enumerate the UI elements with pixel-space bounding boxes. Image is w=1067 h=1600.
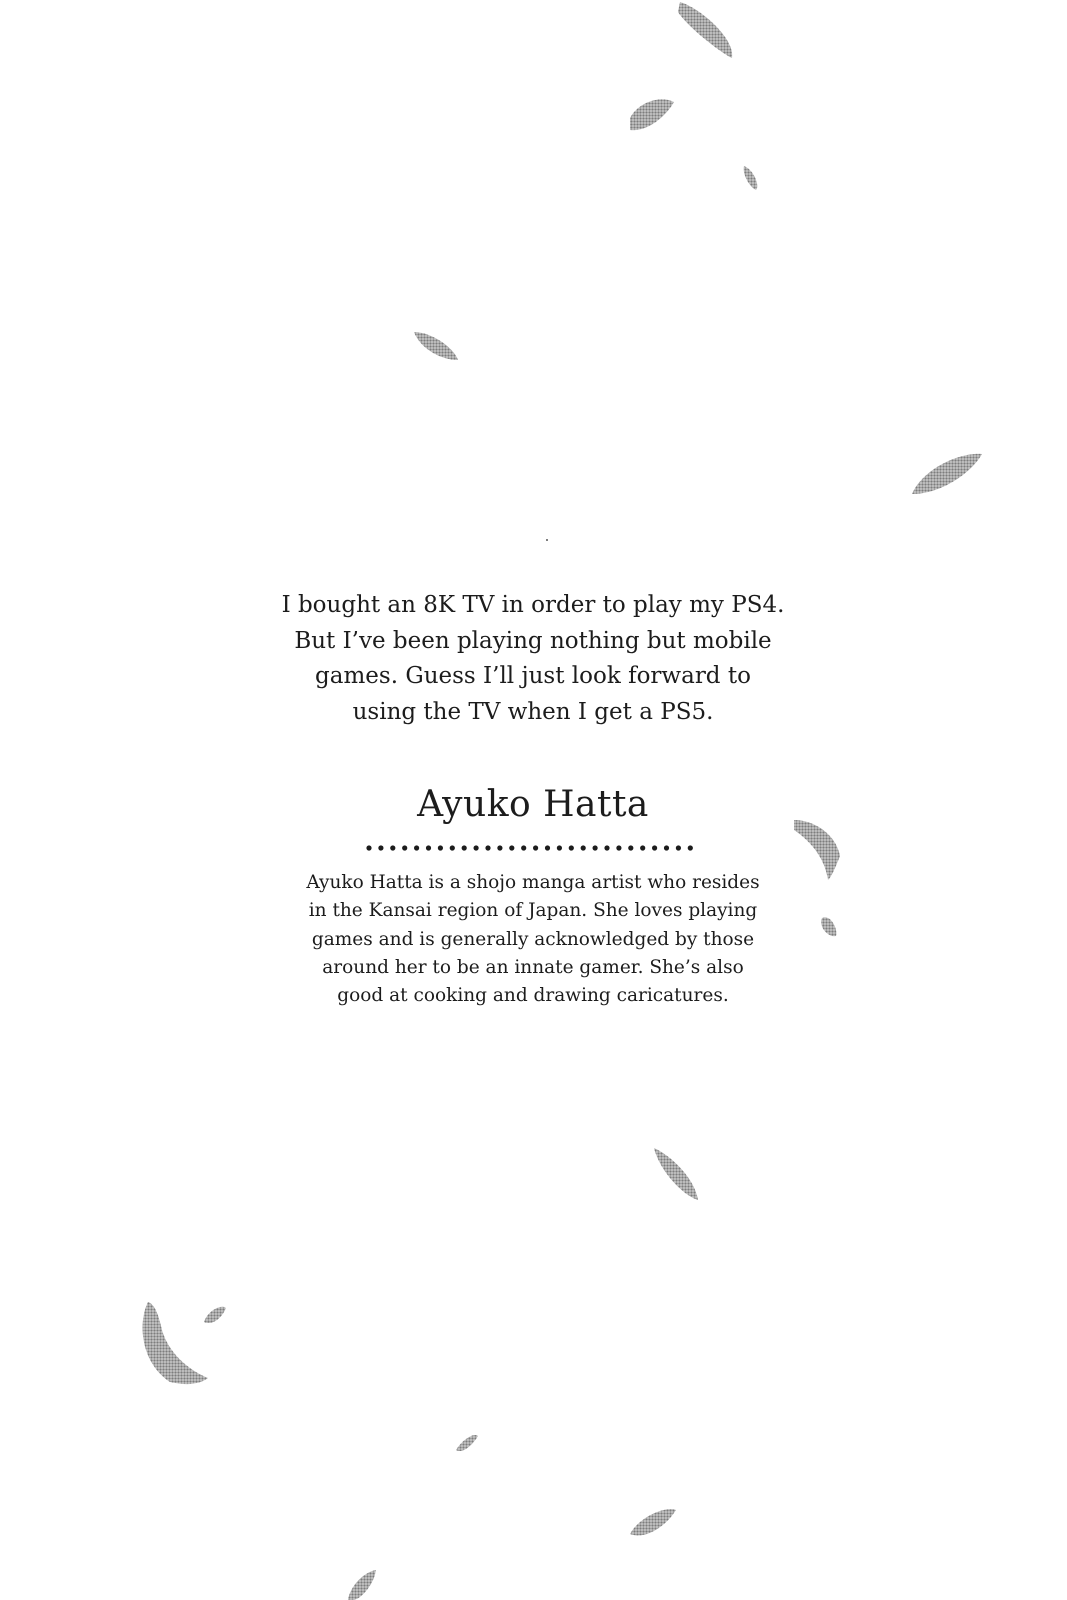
divider-dot — [509, 845, 514, 850]
divider-dot — [569, 845, 574, 850]
author-note-line: But I’ve been playing nothing but mobile — [294, 627, 772, 654]
divider-dot — [414, 845, 419, 850]
author-bio-line: around her to be an innate gamer. She’s also — [322, 956, 744, 978]
divider-dot — [581, 845, 586, 850]
petal-shape — [654, 1148, 698, 1200]
author-bio-line: good at cooking and drawing caricatures. — [337, 985, 729, 1007]
divider-dot — [474, 845, 479, 850]
petal-shape — [744, 166, 758, 190]
divider-dot — [593, 845, 598, 850]
author-note-line: I bought an 8K TV in order to play my PS4. — [281, 592, 785, 618]
divider-dot — [557, 845, 562, 850]
divider-dot — [640, 845, 645, 850]
author-name-heading: Ayuko Hatta — [417, 784, 649, 825]
petal-shape — [414, 332, 458, 360]
divider-dot — [688, 845, 693, 850]
divider-dot — [462, 845, 467, 850]
divider-dot — [390, 845, 395, 850]
divider-dot — [521, 845, 526, 850]
author-bio-line: games and is generally acknowledged by those — [311, 928, 755, 950]
author-note-line: using the TV when I get a PS5. — [352, 698, 714, 725]
author-note — [233, 588, 833, 730]
divider-dot — [485, 845, 490, 850]
petal-shape — [348, 1570, 376, 1600]
petal-shape — [630, 99, 674, 130]
divider-dot — [652, 845, 657, 850]
divider-dot — [450, 845, 455, 850]
divider-dot — [628, 845, 633, 850]
petal-shape — [204, 1307, 226, 1323]
divider-dot — [533, 845, 538, 850]
petal-shape — [912, 454, 982, 494]
dotted-divider — [366, 843, 698, 853]
petal-shape — [456, 1435, 478, 1451]
divider-dot — [438, 845, 443, 850]
petal-shape — [630, 1509, 676, 1535]
divider-dot — [366, 845, 371, 850]
divider-dot — [545, 845, 550, 850]
author-bio — [233, 869, 833, 1010]
author-bio-line: in the Kansai region of Japan. She loves playing — [308, 900, 758, 922]
petal-shape — [143, 1302, 208, 1384]
petal-shape — [678, 2, 732, 58]
author-note-line: games. Guess I’ll just look forward to — [315, 663, 751, 689]
divider-dot — [426, 845, 431, 850]
divider-dot — [497, 845, 502, 850]
divider-dot — [378, 845, 383, 850]
divider-dot — [402, 845, 407, 850]
author-bio-line: Ayuko Hatta is a shojo manga artist who resides — [306, 872, 760, 893]
divider-dot — [664, 845, 669, 850]
divider-dot — [616, 845, 621, 850]
divider-dot — [676, 845, 681, 850]
print-speck — [546, 539, 548, 541]
divider-dot — [604, 845, 609, 850]
